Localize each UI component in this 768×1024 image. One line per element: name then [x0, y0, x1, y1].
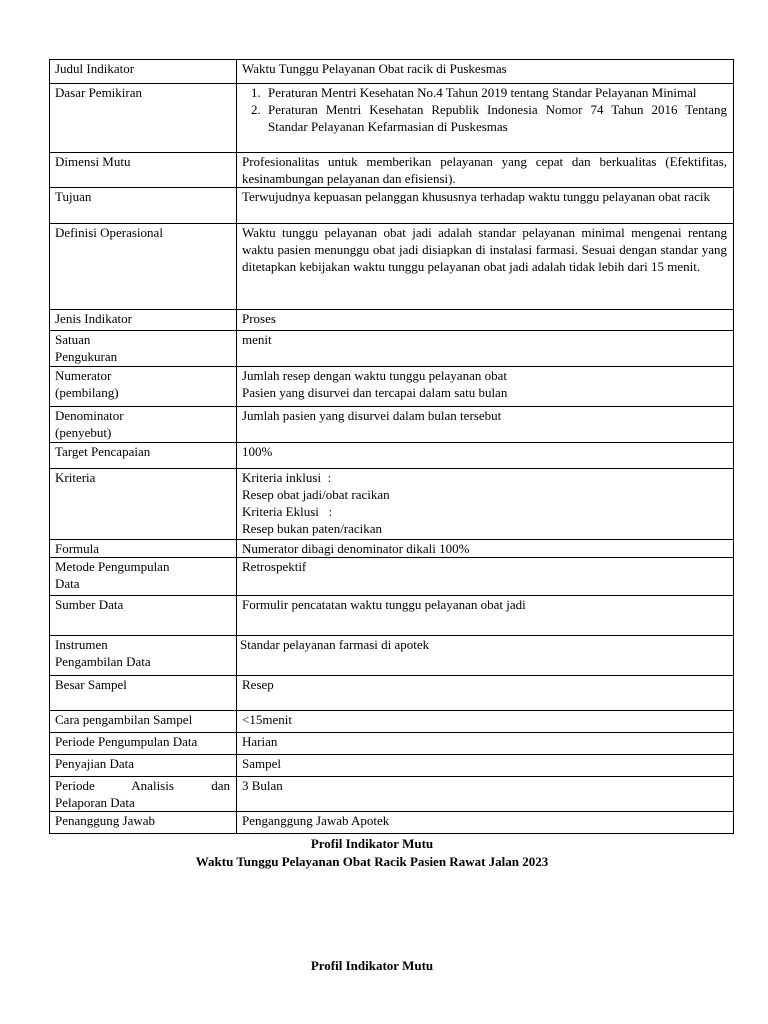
row-label-line: Data [55, 576, 80, 591]
row-value: Waktu Tunggu Pelayanan Obat racik di Puskesmas [237, 60, 734, 84]
row-label-line: Denominator [55, 408, 124, 423]
table-row [50, 596, 734, 636]
row-value [237, 84, 734, 153]
table-row [50, 60, 734, 84]
row-label: Penanggung Jawab [50, 812, 237, 834]
row-value: Standar pelayanan farmasi di apotek [237, 636, 734, 676]
row-label: Jenis Indikator [50, 310, 237, 331]
row-label-line: Pengukuran [55, 349, 118, 364]
row-label: Kriteria [50, 469, 237, 540]
row-label: Besar Sampel [50, 676, 237, 711]
row-value: Sampel [237, 755, 734, 777]
row-label: Judul Indikator [50, 60, 237, 84]
row-value: 100% [237, 443, 734, 469]
row-value-line: Pasien yang disurvei dan tercapai dalam satu bulan [242, 385, 508, 400]
table-row [50, 367, 734, 407]
table-row [50, 558, 734, 596]
indicator-profile-table [49, 59, 734, 834]
row-label-line: Numerator [55, 368, 112, 383]
row-value: Penganggung Jawab Apotek [237, 812, 734, 834]
table-row [50, 188, 734, 224]
table-row [50, 540, 734, 558]
row-label [50, 331, 237, 367]
table-row [50, 84, 734, 153]
row-value-line: Resep obat jadi/obat racikan [242, 487, 390, 502]
row-label-line: (pembilang) [55, 385, 119, 400]
table-row [50, 224, 734, 310]
table-row [50, 733, 734, 755]
caption-title: Profil Indikator Mutu [310, 836, 434, 851]
row-value [237, 469, 734, 540]
row-label: Target Pencapaian [50, 443, 237, 469]
row-label-line: Pelaporan Data [55, 795, 135, 810]
row-value-line: Jumlah resep dengan waktu tunggu pelayanan obat [242, 368, 507, 383]
row-label [50, 777, 237, 812]
row-label-line: Instrumen [55, 637, 108, 652]
row-label: Periode Pengumpulan Data [50, 733, 237, 755]
table-row [50, 153, 734, 188]
caption-subtitle: Waktu Tunggu Pelayanan Obat Racik Pasien Rawat Jalan 2023 [195, 854, 549, 869]
row-value: Jumlah pasien yang disurvei dalam bulan tersebut [237, 407, 734, 443]
table-row [50, 310, 734, 331]
row-value: Retrospektif [237, 558, 734, 596]
row-value: Resep [237, 676, 734, 711]
row-label [50, 407, 237, 443]
row-value: Terwujudnya kepuasan pelanggan khususnya terhadap waktu tunggu pelayanan obat racik [237, 188, 734, 224]
row-value: Formulir pencatatan waktu tunggu pelayanan obat jadi [237, 596, 734, 636]
row-value: <15menit [237, 711, 734, 733]
row-value-line: Resep bukan paten/racikan [242, 521, 383, 536]
table-row [50, 777, 734, 812]
row-label-line: (penyebut) [55, 425, 112, 440]
row-value: Profesionalitas untuk memberikan pelayanan yang cepat dan berkualitas (Efektifitas, kesinambungan pelayanan dan efisiensi). [237, 153, 734, 188]
table-row [50, 676, 734, 711]
row-value-line: Kriteria inklusi : [242, 470, 332, 485]
row-label [50, 636, 237, 676]
list-item: 2. Peraturan Mentri Kesehatan Republik Indonesia Nomor 74 Tahun 2016 Tentang Standar Pelayanan Kefarmasian di Puskesmas [264, 101, 727, 135]
row-value [237, 367, 734, 407]
row-label: Tujuan [50, 188, 237, 224]
row-label: Dimensi Mutu [50, 153, 237, 188]
row-value: Harian [237, 733, 734, 755]
row-label: Formula [50, 540, 237, 558]
list-item: 1. Peraturan Mentri Kesehatan No.4 Tahun 2019 tentang Standar Pelayanan Minimal [264, 84, 727, 101]
row-label [50, 367, 237, 407]
table-row [50, 711, 734, 733]
row-label: Dasar Pemikiran [50, 84, 237, 153]
row-label-line: Pengambilan Data [55, 654, 151, 669]
row-label: Sumber Data [50, 596, 237, 636]
table-row [50, 812, 734, 834]
row-label-line: Metode Pengumpulan [55, 559, 170, 574]
row-label-line: Periode Analisis dan [55, 778, 230, 793]
row-label: Definisi Operasional [50, 224, 237, 310]
row-value: Proses [237, 310, 734, 331]
dasar-pemikiran-list [242, 84, 727, 135]
row-value: Numerator dibagi denominator dikali 100% [237, 540, 734, 558]
row-value: 3 Bulan [237, 777, 734, 812]
table-row [50, 636, 734, 676]
footer-title: Profil Indikator Mutu [310, 958, 434, 973]
table-row [50, 469, 734, 540]
table-row [50, 407, 734, 443]
row-value: Waktu tunggu pelayanan obat jadi adalah standar pelayanan minimal mengenai rentang waktu pasien menunggu obat jadi disiapkan di instalasi farmasi. Sesuai dengan standar yang ditetapkan kebijakan waktu tunggu pelayanan obat jadi adalah tidak lebih dari 15 menit. [237, 224, 734, 310]
table-row [50, 443, 734, 469]
row-label: Penyajian Data [50, 755, 237, 777]
row-label-line: Satuan [55, 332, 91, 347]
table-row [50, 331, 734, 367]
table-row [50, 755, 734, 777]
row-label: Cara pengambilan Sampel [50, 711, 237, 733]
row-value-line: Kriteria Eklusi : [242, 504, 333, 519]
row-value: menit [237, 331, 734, 367]
row-label [50, 558, 237, 596]
